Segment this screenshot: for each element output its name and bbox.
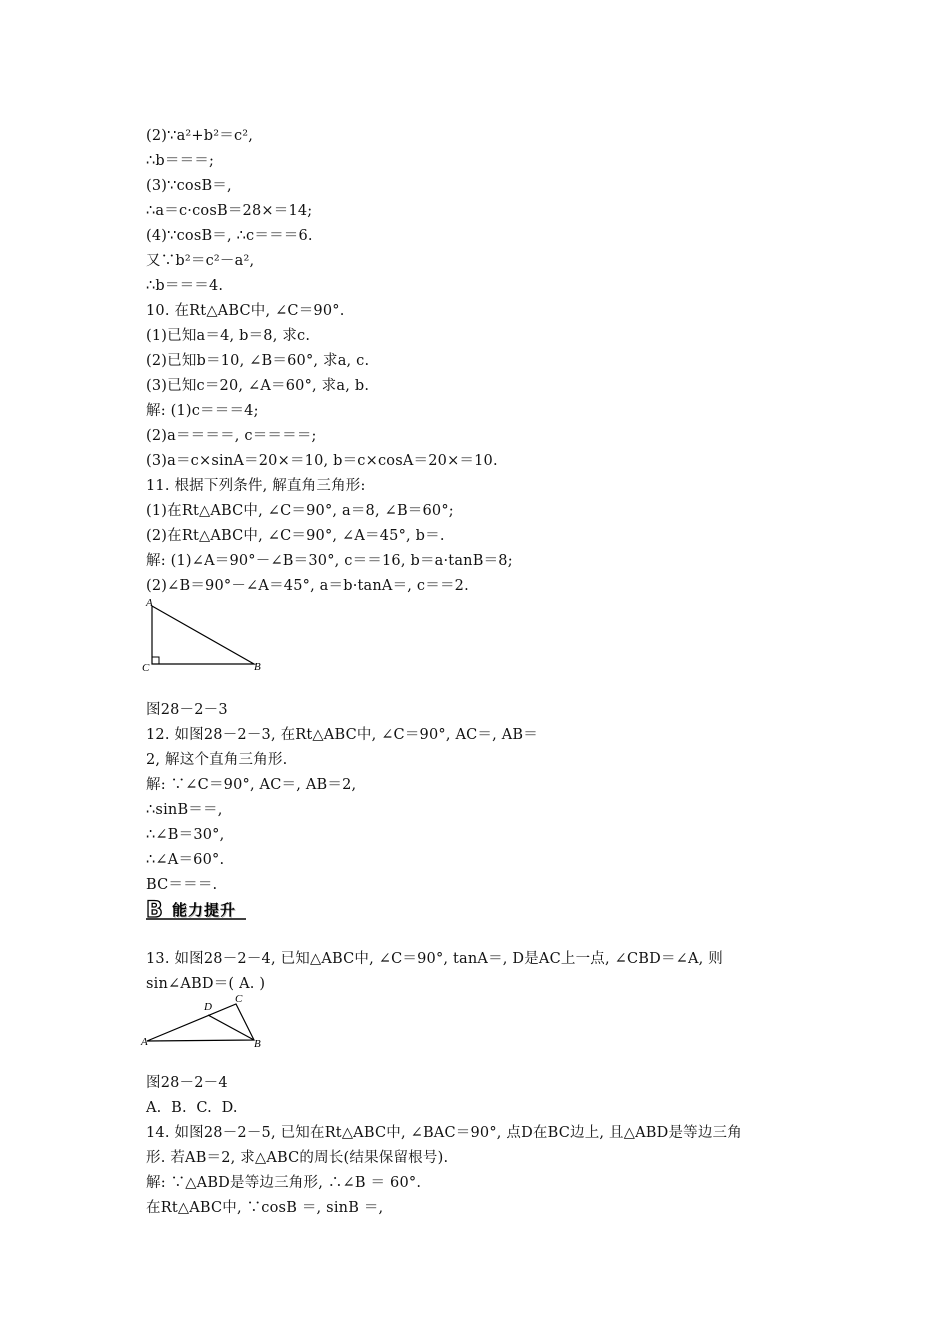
text-line: ∴sinB＝＝,	[146, 802, 223, 818]
text-line: ∴∠B＝30°,	[146, 827, 225, 843]
question-14: 14. 如图28－2－5, 已知在Rt△ABC中, ∠BAC＝90°, 点D在BC边上, 且△ABD是等边三角	[146, 1125, 742, 1141]
vertex-label-b: B	[254, 661, 261, 673]
triangle-abc	[152, 606, 254, 664]
text-line: BC＝＝＝.	[146, 877, 218, 893]
figure-caption: 图28－2－3	[146, 702, 228, 718]
text-line: (2)已知b＝10, ∠B＝60°, 求a, c.	[146, 353, 370, 369]
question-13: 13. 如图28－2－4, 已知△ABC中, ∠C＝90°, tanA＝, D是AC上一点, ∠CBD＝∠A, 则	[146, 951, 723, 967]
triangle-figure-28-2-4	[140, 992, 270, 1050]
text-line: ∴b＝＝＝;	[146, 153, 215, 169]
answer-choices: A. B. C. D.	[146, 1100, 238, 1116]
question-11: 11. 根据下列条件, 解直角三角形:	[146, 478, 366, 494]
vertex-label-d: D	[204, 1001, 212, 1013]
text-line: 在Rt△ABC中, ∵cosB ＝, sinB ＝,	[146, 1200, 384, 1216]
right-angle-mark	[152, 657, 159, 664]
text-line: (3)∵cosB＝,	[146, 178, 232, 194]
text-line: (2)在Rt△ABC中, ∠C＝90°, ∠A＝45°, b＝.	[146, 528, 445, 544]
text-line: ∴b＝＝＝4.	[146, 278, 224, 294]
text-line: 解: (1)c＝＝＝4;	[146, 403, 259, 419]
text-line: 解: (1)∠A＝90°－∠B＝30°, c＝＝16, b＝a·tanB＝8;	[146, 553, 513, 569]
vertex-label-c: C	[235, 993, 243, 1005]
text-line: ∴∠A＝60°.	[146, 852, 225, 868]
text-line: (1)已知a＝4, b＝8, 求c.	[146, 328, 311, 344]
question-12: 12. 如图28－2－3, 在Rt△ABC中, ∠C＝90°, AC＝, AB＝	[146, 727, 538, 743]
text-line: (3)a＝c×sinA＝20×＝10, b＝c×cosA＝20×＝10.	[146, 453, 498, 469]
text-line: (3)已知c＝20, ∠A＝60°, 求a, b.	[146, 378, 370, 394]
text-line: 2, 解这个直角三角形.	[146, 752, 288, 768]
vertex-label-a: A	[141, 1036, 148, 1048]
text-line: 形. 若AB＝2, 求△ABC的周长(结果保留根号).	[146, 1150, 449, 1166]
text-line: sin∠ABD＝( A. )	[146, 976, 266, 992]
section-badge	[144, 897, 248, 921]
text-line: 解: ∵∠C＝90°, AC＝, AB＝2,	[146, 777, 357, 793]
text-line: (1)在Rt△ABC中, ∠C＝90°, a＝8, ∠B＝60°;	[146, 503, 454, 519]
vertex-label-b: B	[254, 1038, 261, 1050]
text-line: (2)∵a²+b²＝c²,	[146, 128, 254, 144]
text-line: 又∵b²＝c²－a²,	[146, 253, 255, 269]
figure-caption: 图28－2－4	[146, 1075, 228, 1091]
vertex-label-a: A	[146, 597, 153, 609]
text-line: 解: ∵△ABD是等边三角形, ∴∠B ＝ 60°.	[146, 1175, 422, 1191]
text-line: (2)a＝＝＝＝, c＝＝＝＝;	[146, 428, 317, 444]
badge-title: 能力提升	[172, 901, 237, 919]
badge-letter: B	[146, 898, 163, 921]
question-10: 10. 在Rt△ABC中, ∠C＝90°.	[146, 303, 345, 319]
text-line: ∴a＝c·cosB＝28×＝14;	[146, 203, 313, 219]
triangle-figure-28-2-3	[140, 596, 270, 678]
vertex-label-c: C	[142, 662, 150, 674]
text-line: (4)∵cosB＝, ∴c＝＝＝6.	[146, 228, 313, 244]
text-line: (2)∠B＝90°－∠A＝45°, a＝b·tanA＝, c＝＝2.	[146, 578, 469, 594]
triangle-abc	[147, 1004, 254, 1041]
